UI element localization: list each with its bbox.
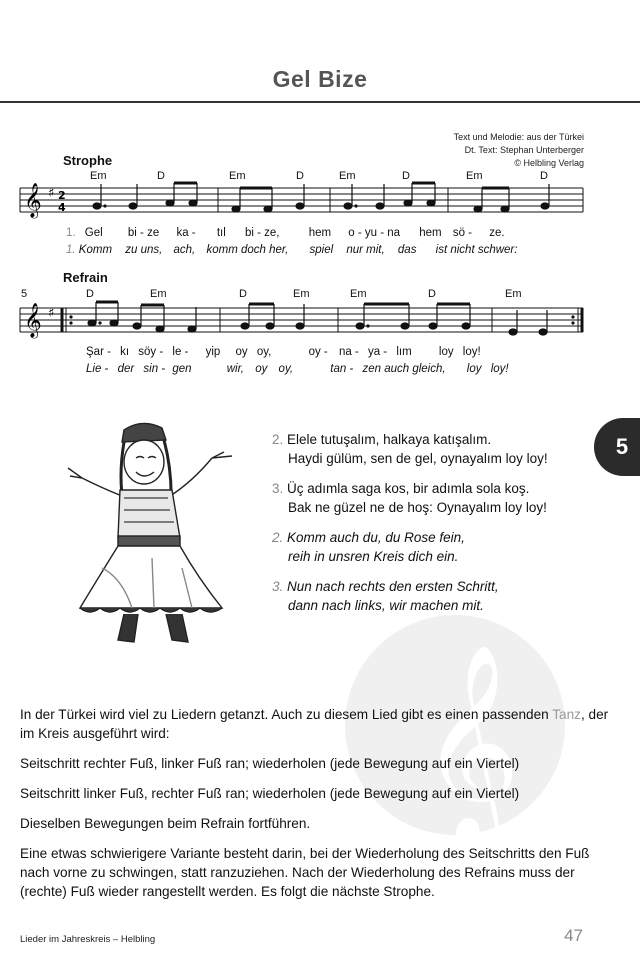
section-label-strophe: Strophe	[63, 153, 113, 168]
page-title: Gel Bize	[272, 66, 368, 92]
paragraph: In der Türkei wird viel zu Liedern getanzt. Auch zu diesem Lied gibt es einen passenden Tanz, der im Kreis ausgeführt wird:	[20, 707, 609, 741]
chord: D	[402, 170, 410, 182]
paragraph: Eine etwas schwierigere Variante besteht darin, bei der Wiederholung des Seitschritts den Fuß nach vorne zu schwingen, statt ranzuziehen. Nach der Wiederholung des Refrains muss der (rechte) Fuß wieder rangestellt werden. Es folgt die nächste Strophe.	[20, 846, 590, 899]
chord: D	[540, 170, 548, 182]
notes-refrain	[88, 302, 547, 335]
chord: D	[239, 288, 247, 300]
paragraph: Seitschritt rechter Fuß, linker Fuß ran; wiederholen (jede Bewegung auf ein Viertel)	[20, 756, 520, 771]
credit-line: © Helbling Verlag	[514, 158, 584, 168]
verse: 3. Üç adımla saga kos, bir adımla sola koş. Bak ne güzel ne de hoş: Oynayalım loy loy!	[272, 481, 547, 515]
paragraph: Dieselben Bewegungen beim Refrain fortführen.	[20, 816, 311, 831]
sharp-icon: ♯	[48, 186, 55, 201]
time-sig-bottom: 4	[58, 201, 66, 214]
verse: 2. Elele tutuşalım, halkaya katışalım. Haydi gülüm, sen de gel, oynayalım loy loy!	[272, 432, 548, 466]
chord: Em	[466, 170, 483, 182]
verse: 2. Komm auch du, du Rose fein, reih in unsren Kreis dich ein.	[272, 530, 465, 564]
verse: 3. Nun nach rechts den ersten Schritt, dann nach links, wir machen mit.	[272, 579, 499, 613]
chord: D	[428, 288, 436, 300]
lyric-line-de: 1. Komm zu uns, ach, komm doch her, spiel nur mit, das ist nicht schwer:	[66, 244, 518, 256]
chord: Em	[350, 288, 367, 300]
chord: D	[157, 170, 165, 182]
chord: Em	[90, 170, 107, 182]
verses	[272, 430, 582, 626]
sheet-music	[0, 0, 640, 400]
lyric-line-de: Lie - der sin - gen wir, oy oy, tan - zen auch gleich, loy loy!	[86, 363, 509, 375]
lyric-line-tr: 1. Gel bi - ze ka - tıl bi - ze, hem o - yu - na hem sö - ze.	[66, 227, 505, 239]
measure-number: 5	[21, 288, 28, 300]
credit-line: Text und Melodie: aus der Türkei	[453, 132, 584, 142]
chord: Em	[229, 170, 246, 182]
section-label-refrain: Refrain	[63, 270, 108, 285]
chord: Em	[339, 170, 356, 182]
page-number: 47	[564, 926, 583, 945]
chapter-tab: 5	[594, 418, 640, 476]
treble-clef-icon: 𝄞	[24, 183, 42, 218]
dancer-illustration	[62, 418, 252, 648]
chord: Em	[293, 288, 310, 300]
chord: D	[296, 170, 304, 182]
chord: D	[86, 288, 94, 300]
chord: Em	[150, 288, 167, 300]
paragraph: Seitschritt linker Fuß, rechter Fuß ran; wiederholen (jede Bewegung auf ein Viertel)	[20, 786, 520, 801]
treble-clef-icon: 𝄞	[420, 643, 521, 840]
notes-strophe	[93, 183, 549, 212]
sharp-icon: ♯	[48, 306, 55, 321]
chord: Em	[505, 288, 522, 300]
body-text	[20, 705, 622, 912]
treble-clef-icon: 𝄞	[24, 303, 42, 338]
tanz-term: Tanz	[552, 707, 581, 722]
footer-source: Lieder im Jahreskreis – Helbling	[20, 934, 156, 945]
time-sig-top: 2	[58, 189, 66, 202]
credit-line: Dt. Text: Stephan Unterberger	[464, 145, 584, 155]
lyric-line-tr: Şar - kı söy - le - yip oy oy, oy - na - ya - lım loy loy!	[86, 346, 481, 358]
